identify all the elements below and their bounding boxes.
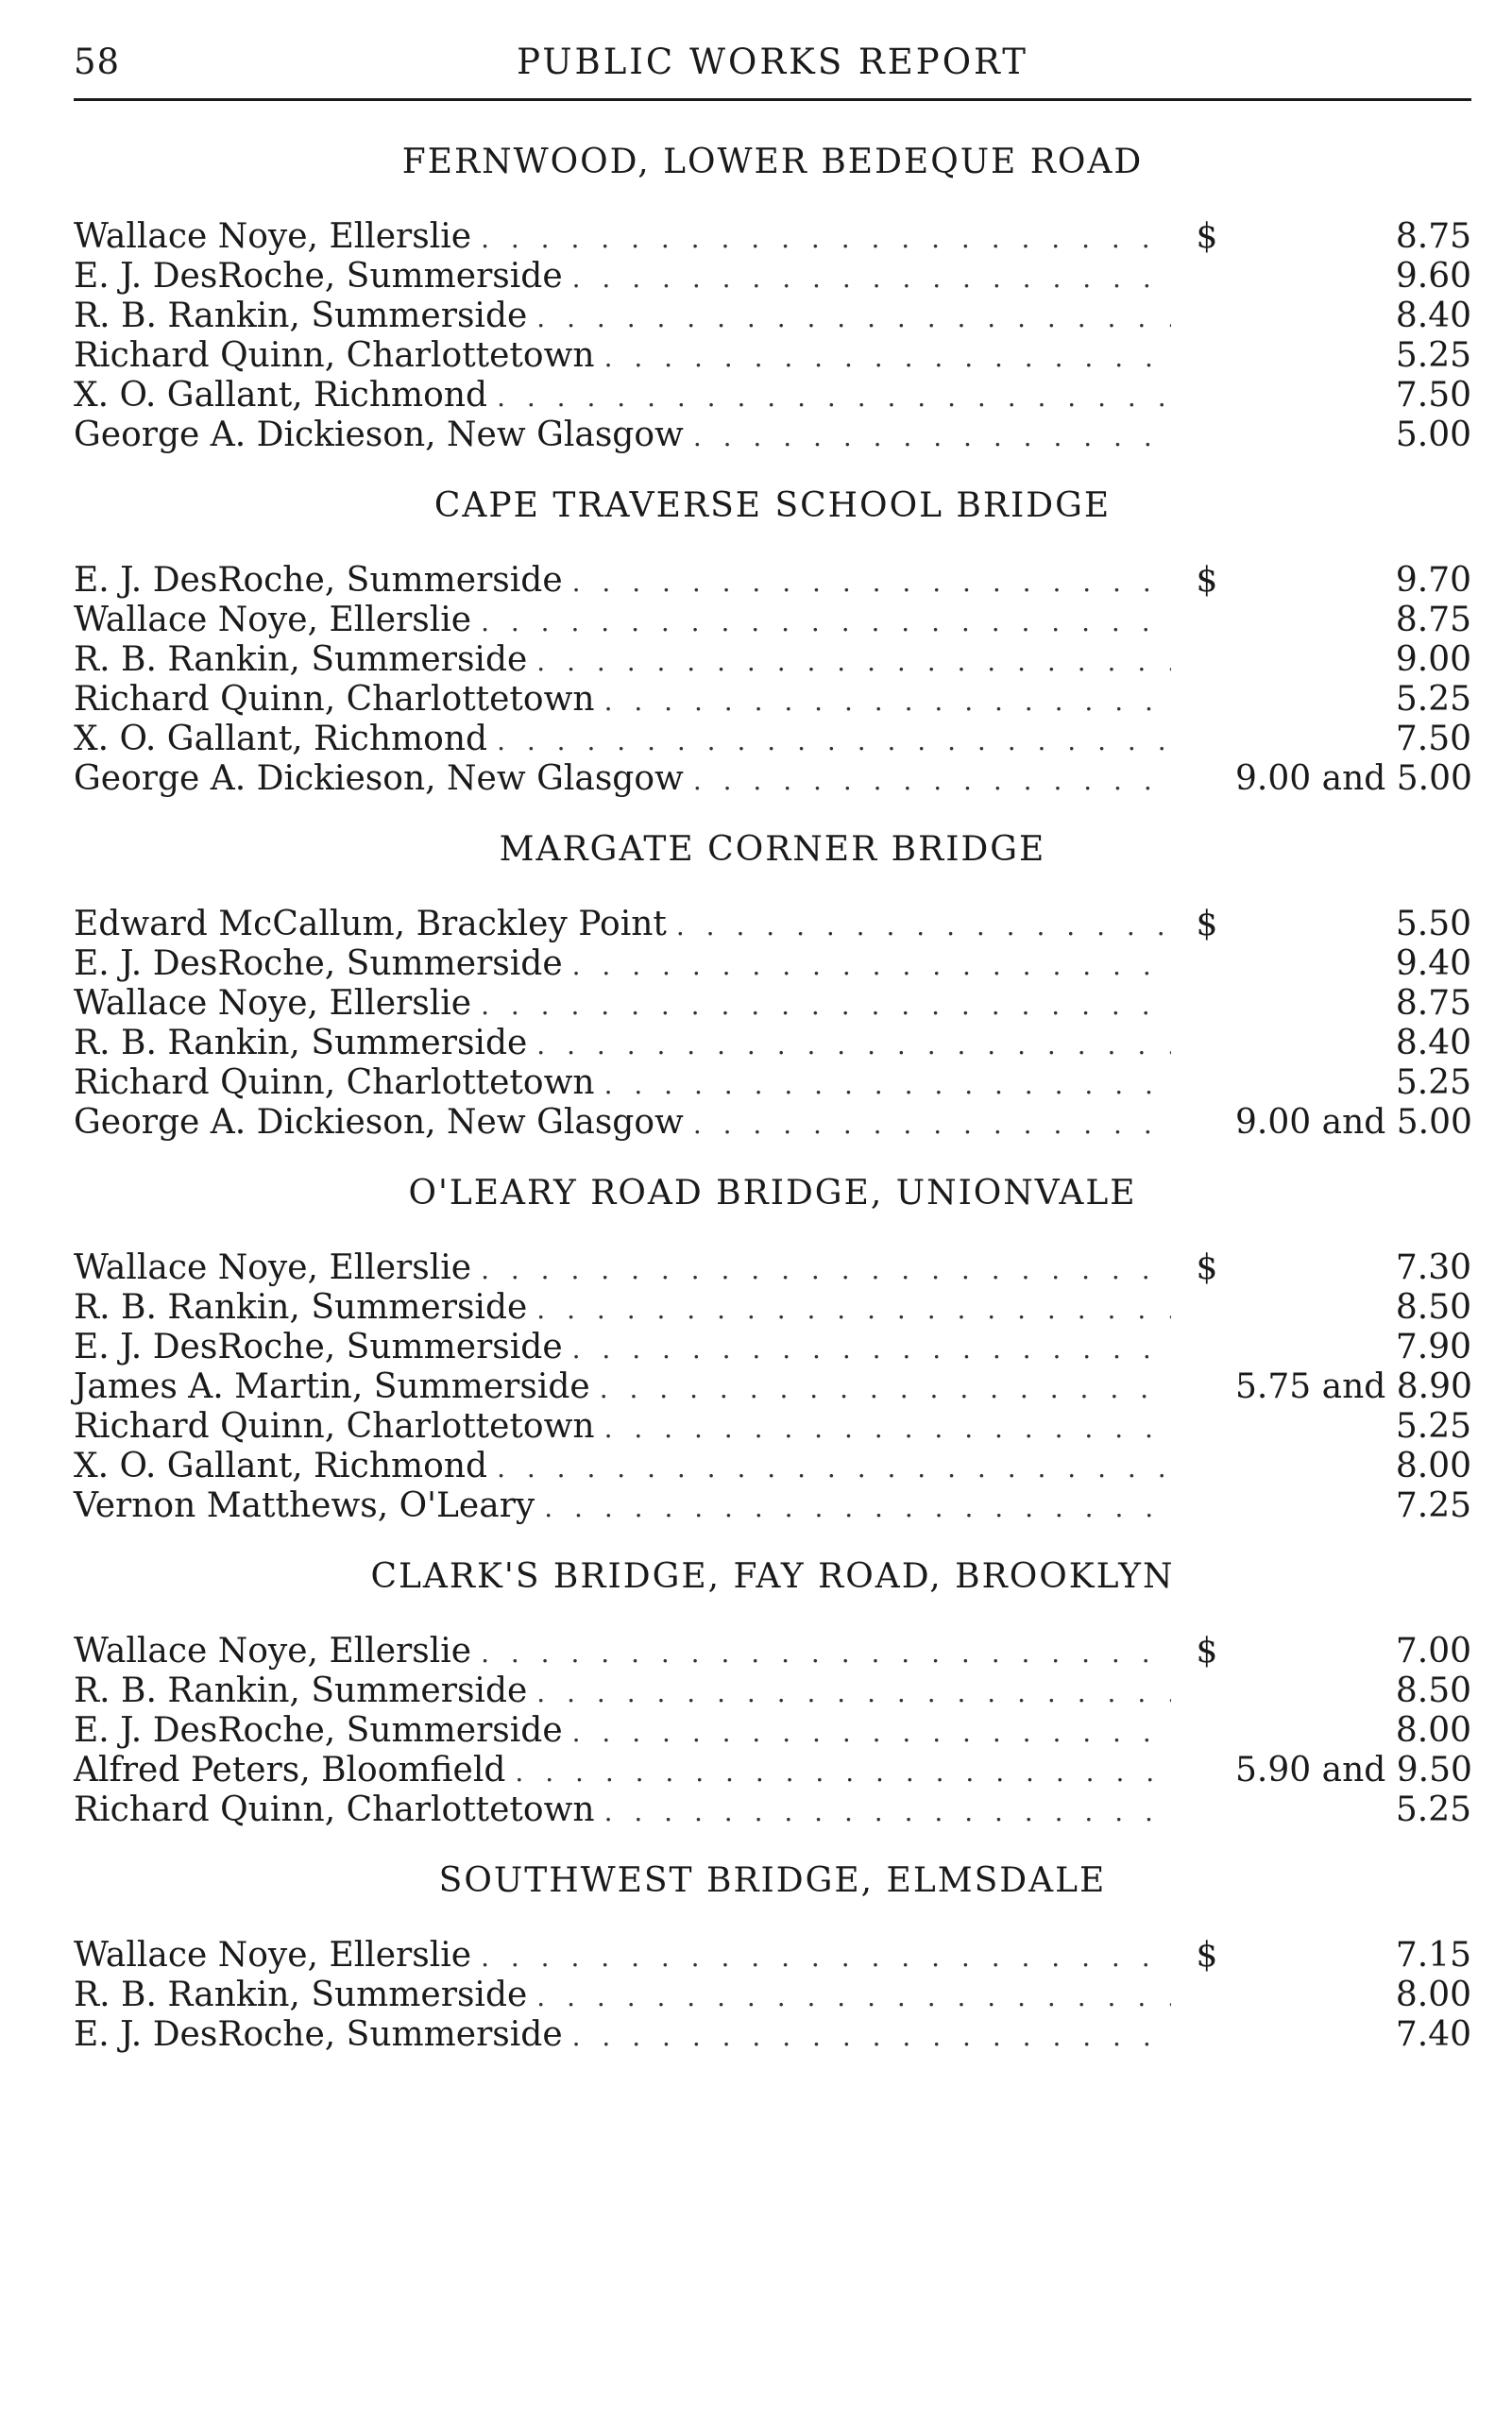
dot-leader <box>481 1634 1171 1673</box>
currency-symbol: $ <box>1196 905 1218 943</box>
bidder-name: R. B. Rankin, Summerside <box>74 1024 528 1062</box>
bidder-name: Richard Quinn, Charlottetown <box>74 1063 595 1102</box>
bidder-name: E. J. DesRoche, Summerside <box>74 257 563 296</box>
bidder-name: Wallace Noye, Ellerslie <box>74 1632 472 1671</box>
bid-amount: 5.25 <box>1395 1407 1471 1446</box>
bid-amount: 7.00 <box>1395 1632 1471 1671</box>
tender-entry <box>74 1367 1471 1407</box>
bidder-name: George A. Dickieson, New Glasgow <box>74 1103 684 1142</box>
tender-entry <box>74 680 1471 720</box>
bidder-name: E. J. DesRoche, Summerside <box>74 944 563 983</box>
tender-section <box>74 485 1471 799</box>
dot-leader <box>572 2017 1171 2057</box>
bidder-name: George A. Dickieson, New Glasgow <box>74 416 684 454</box>
dot-leader <box>572 946 1171 986</box>
dot-leader <box>536 298 1171 338</box>
page-header <box>74 42 1471 89</box>
tender-entry <box>74 905 1471 944</box>
dot-leader <box>676 907 1171 946</box>
section-title: SOUTHWEST BRIDGE, ELMSDALE <box>438 1861 1107 1900</box>
dot-leader <box>693 761 1171 801</box>
section-title: CAPE TRAVERSE SCHOOL BRIDGE <box>433 486 1112 525</box>
tender-entry <box>74 1671 1471 1711</box>
bid-amount: 8.00 <box>1395 1447 1471 1485</box>
dot-leader <box>497 1449 1171 1488</box>
tender-entry <box>74 1486 1471 1526</box>
bidder-name: Wallace Noye, Ellerslie <box>74 601 472 639</box>
dot-leader <box>600 1369 1171 1409</box>
dot-leader <box>536 1673 1171 1713</box>
bidder-name: George A. Dickieson, New Glasgow <box>74 759 684 798</box>
tender-entry <box>74 217 1471 257</box>
currency-symbol: $ <box>1196 561 1218 600</box>
tender-entry <box>74 297 1471 336</box>
dot-leader <box>604 1065 1171 1105</box>
tender-entry <box>74 1976 1471 2015</box>
bidder-name: R. B. Rankin, Summerside <box>74 1976 528 2014</box>
currency-symbol: $ <box>1196 217 1218 256</box>
bid-amount: 8.50 <box>1395 1288 1471 1327</box>
section-title: FERNWOOD, LOWER BEDEQUE ROAD <box>401 143 1144 181</box>
dot-leader <box>481 602 1171 642</box>
bid-amount: 8.75 <box>1395 984 1471 1023</box>
dot-leader <box>536 1026 1171 1065</box>
tender-entry <box>74 561 1471 601</box>
tender-entry <box>74 1288 1471 1328</box>
bidder-name: E. J. DesRoche, Summerside <box>74 561 563 600</box>
bid-amount: 8.75 <box>1395 601 1471 639</box>
tender-entry <box>74 759 1471 799</box>
tender-entry <box>74 1103 1471 1143</box>
dot-leader <box>515 1753 1171 1792</box>
bid-amount: 5.25 <box>1395 1063 1471 1102</box>
bidder-name: R. B. Rankin, Summerside <box>74 640 528 679</box>
currency-symbol: $ <box>1196 1248 1218 1287</box>
tender-entry <box>74 1063 1471 1103</box>
bid-amount: 5.25 <box>1395 336 1471 375</box>
bid-amount: 8.50 <box>1395 1671 1471 1710</box>
dot-leader <box>604 682 1171 721</box>
bid-amount: 9.00 and 5.00 <box>1235 759 1472 798</box>
bid-amount: 9.40 <box>1395 944 1471 983</box>
bid-amount: 9.70 <box>1395 561 1471 600</box>
dot-leader <box>572 259 1171 298</box>
bidder-name: James A. Martin, Summerside <box>74 1367 590 1406</box>
bid-amount: 9.00 <box>1395 640 1471 679</box>
section-title: O'LEARY ROAD BRIDGE, UNIONVALE <box>408 1174 1137 1213</box>
dot-leader <box>481 1250 1171 1290</box>
bidder-name: X. O. Gallant, Richmond <box>74 376 488 415</box>
dot-leader <box>481 986 1171 1026</box>
bidder-name: X. O. Gallant, Richmond <box>74 1447 488 1485</box>
bid-amount: 8.00 <box>1395 1711 1471 1750</box>
dot-leader <box>693 417 1171 457</box>
bid-amount: 5.25 <box>1395 1790 1471 1829</box>
section-title: CLARK'S BRIDGE, FAY ROAD, BROOKLYN <box>370 1557 1175 1596</box>
tender-entry <box>74 640 1471 680</box>
bidder-name: Vernon Matthews, O'Leary <box>74 1486 535 1525</box>
dot-leader <box>536 1977 1171 2017</box>
bid-amount: 5.50 <box>1395 905 1471 943</box>
bidder-name: X. O. Gallant, Richmond <box>74 720 488 758</box>
dot-leader <box>572 563 1171 602</box>
dot-leader <box>536 642 1171 682</box>
bid-amount: 8.40 <box>1395 1024 1471 1062</box>
bidder-name: E. J. DesRoche, Summerside <box>74 1711 563 1750</box>
dot-leader <box>604 338 1171 378</box>
bid-amount: 7.50 <box>1395 720 1471 758</box>
tender-entry <box>74 1632 1471 1671</box>
header-rule <box>74 98 1471 101</box>
dot-leader <box>497 378 1171 417</box>
tender-section <box>74 142 1471 455</box>
tender-entry <box>74 1790 1471 1830</box>
tender-entry <box>74 2015 1471 2055</box>
bidder-name: R. B. Rankin, Summerside <box>74 1288 528 1327</box>
dot-leader <box>572 1713 1171 1753</box>
dot-leader <box>572 1330 1171 1369</box>
section-title: MARGATE CORNER BRIDGE <box>499 830 1046 869</box>
bidder-name: E. J. DesRoche, Summerside <box>74 1328 563 1366</box>
tender-section <box>74 1860 1471 2055</box>
running-title: PUBLIC WORKS REPORT <box>517 42 1028 82</box>
dot-leader <box>481 219 1171 259</box>
bidder-name: Wallace Noye, Ellerslie <box>74 1248 472 1287</box>
dot-leader <box>481 1938 1171 1977</box>
bidder-name: Wallace Noye, Ellerslie <box>74 1936 472 1975</box>
tender-entry <box>74 336 1471 376</box>
tender-entry <box>74 1751 1471 1790</box>
bidder-name: Richard Quinn, Charlottetown <box>74 336 595 375</box>
tender-entry <box>74 1024 1471 1063</box>
bidder-name: Richard Quinn, Charlottetown <box>74 1407 595 1446</box>
currency-symbol: $ <box>1196 1936 1218 1975</box>
tender-section <box>74 1173 1471 1526</box>
bid-amount: 7.25 <box>1395 1486 1471 1525</box>
bidder-name: Richard Quinn, Charlottetown <box>74 1790 595 1829</box>
bidder-name: Alfred Peters, Bloomfield <box>74 1751 506 1790</box>
bid-amount: 5.00 <box>1395 416 1471 454</box>
currency-symbol: $ <box>1196 1632 1218 1671</box>
bid-amount: 5.90 and 9.50 <box>1235 1751 1472 1790</box>
tender-section <box>74 829 1471 1143</box>
tender-entry <box>74 1447 1471 1486</box>
bidder-name: R. B. Rankin, Summerside <box>74 1671 528 1710</box>
tender-list <box>74 142 1471 2085</box>
bid-amount: 9.00 and 5.00 <box>1235 1103 1472 1142</box>
bid-amount: 5.75 and 8.90 <box>1235 1367 1472 1406</box>
bidder-name: Edward McCallum, Brackley Point <box>74 905 667 943</box>
bid-amount: 7.30 <box>1395 1248 1471 1287</box>
dot-leader <box>604 1409 1171 1449</box>
dot-leader <box>544 1488 1171 1528</box>
tender-entry <box>74 601 1471 640</box>
tender-entry <box>74 1711 1471 1751</box>
bid-amount: 8.40 <box>1395 297 1471 335</box>
tender-entry <box>74 1328 1471 1367</box>
bid-amount: 5.25 <box>1395 680 1471 719</box>
tender-entry <box>74 1936 1471 1976</box>
bid-amount: 7.50 <box>1395 376 1471 415</box>
tender-section <box>74 1556 1471 1830</box>
bidder-name: Wallace Noye, Ellerslie <box>74 984 472 1023</box>
tender-entry <box>74 720 1471 759</box>
bid-amount: 8.00 <box>1395 1976 1471 2014</box>
dot-leader <box>536 1290 1171 1330</box>
bid-amount: 7.40 <box>1395 2015 1471 2054</box>
tender-entry <box>74 376 1471 416</box>
tender-entry <box>74 257 1471 297</box>
dot-leader <box>604 1792 1171 1832</box>
bidder-name: E. J. DesRoche, Summerside <box>74 2015 563 2054</box>
tender-entry <box>74 944 1471 984</box>
bidder-name: Wallace Noye, Ellerslie <box>74 217 472 256</box>
tender-entry <box>74 1407 1471 1447</box>
bid-amount: 9.60 <box>1395 257 1471 296</box>
bid-amount: 7.15 <box>1395 1936 1471 1975</box>
dot-leader <box>693 1105 1171 1145</box>
bid-amount: 8.75 <box>1395 217 1471 256</box>
bid-amount: 7.90 <box>1395 1328 1471 1366</box>
page-number: 58 <box>74 42 121 82</box>
tender-entry <box>74 1248 1471 1288</box>
dot-leader <box>497 721 1171 761</box>
bidder-name: Richard Quinn, Charlottetown <box>74 680 595 719</box>
tender-entry <box>74 984 1471 1024</box>
bidder-name: R. B. Rankin, Summerside <box>74 297 528 335</box>
tender-entry <box>74 416 1471 455</box>
